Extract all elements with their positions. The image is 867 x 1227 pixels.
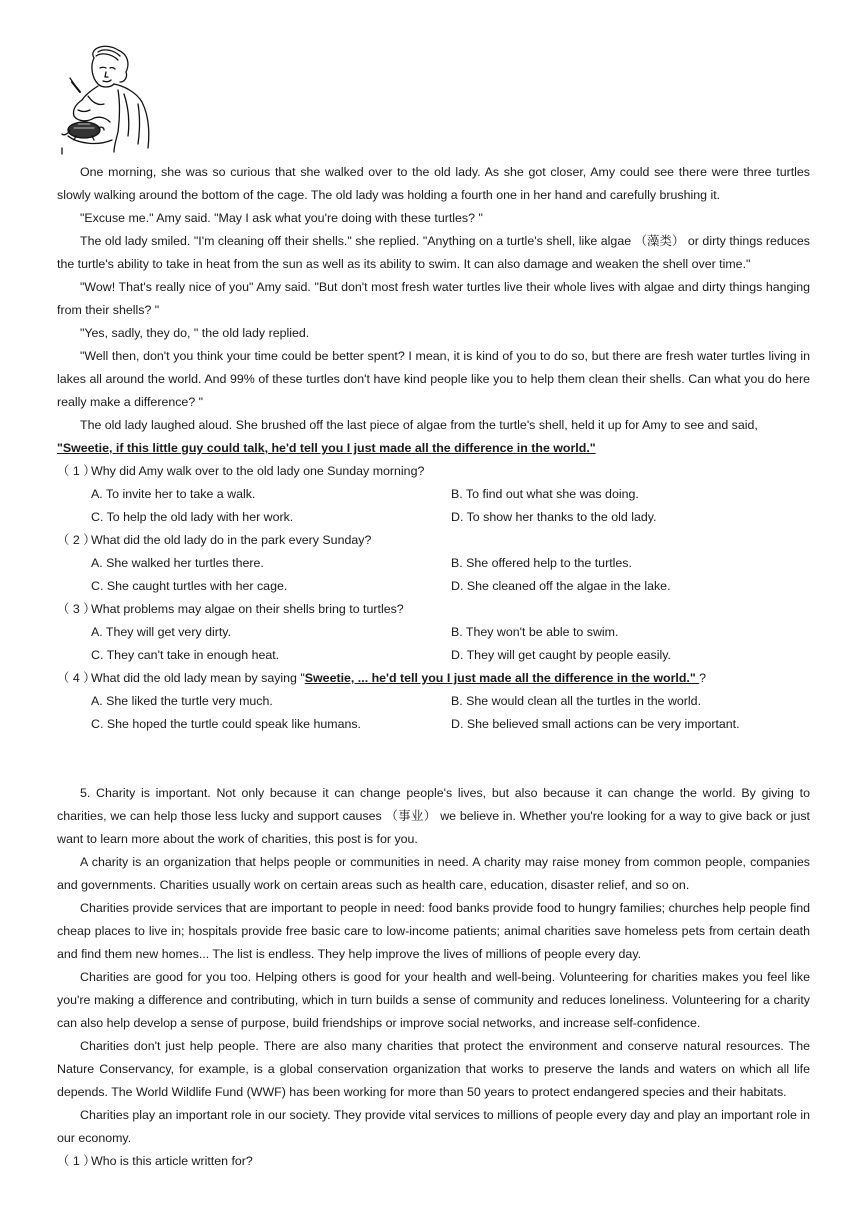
question-3 [57, 598, 810, 621]
passage-b-paragraph: A charity is an organization that helps people or communities in need. A charity may raise money from common people, companies and governments. Charities usually work on certain areas such as health care, education, disaster relief, and so on. [57, 855, 810, 892]
question-number: （ 3 ） [57, 602, 96, 616]
question-stem: What problems may algae on their shells bring to turtles? [91, 602, 404, 616]
option-d[interactable]: D. They will get caught by people easily. [451, 648, 671, 662]
stem-text: What did the old lady mean by saying " [91, 671, 305, 685]
question-number: （ 2 ） [57, 533, 96, 547]
section-gap [57, 736, 810, 782]
option-c[interactable]: C. To help the old lady with her work. [91, 510, 294, 524]
option-a[interactable]: A. She walked her turtles there. [91, 556, 264, 570]
option-d[interactable]: D. She cleaned off the algae in the lake. [451, 579, 671, 593]
passage-b-paragraph: Charities are good for you too. Helping others is good for your health and well-being. Volunteering for charities makes you feel like you're making a difference and contributing, which in turn builds a sense of community and reduces loneliness. Volunteering for a charity can also help develop a sense of purpose, build friendships or improve social networks, and increase self-confidence. [57, 970, 810, 1030]
option-b[interactable]: B. They won't be able to swim. [451, 625, 619, 639]
old-lady-turtle-illustration [58, 44, 154, 156]
question-4 [57, 667, 810, 690]
passage-b-paragraph: Charities don't just help people. There are also many charities that protect the environment and conserve natural resources. The Nature Conservancy, for example, is a global conservation organization that works to preserve the lands and waters on which all life depends. The World Wildlife Fund (WWF) has been working for more than 50 years to protect endangered species and their habitats. [57, 1039, 810, 1099]
passage-b-paragraph: Charities provide services that are important to people in need: food banks provide food to hungry families; churches help people find cheap places to live in; hospitals provide free basic care to low-income patients; animal charities save homeless pets from certain death and find them new homes... The list is endless. They help improve the lives of millions of people every day. [57, 901, 810, 961]
question-stem: What did the old lady do in the park every Sunday? [91, 533, 372, 547]
question-1-options [57, 483, 810, 529]
question-stem: Why did Amy walk over to the old lady one Sunday morning? [91, 464, 425, 478]
option-a[interactable]: A. They will get very dirty. [91, 625, 232, 639]
option-d[interactable]: D. She believed small actions can be very important. [451, 717, 740, 731]
question-4-options [57, 690, 810, 736]
question-number: （ 1 ） [57, 464, 96, 478]
worksheet-page [57, 161, 810, 1173]
question-1 [57, 460, 810, 483]
passage-a-paragraph: "Excuse me." Amy said. "May I ask what you're doing with these turtles? " [80, 211, 483, 225]
passage-a-paragraph: The old lady smiled. "I'm cleaning off their shells." she replied. "Anything on a turtle's shell, like algae （藻类） or dirty things reduces the turtle's ability to take in heat from the sun as well as its ability to swim. It can also damage and weaken the shell over time." [57, 234, 810, 271]
question-2-options [57, 552, 810, 598]
question-number: （ 1 ） [57, 1154, 96, 1168]
question-3-options [57, 621, 810, 667]
passage-a-paragraph: The old lady laughed aloud. She brushed off the last piece of algae from the turtle's shell, held it up for Amy to see and said, [80, 418, 758, 432]
question-number: （ 4 ） [57, 671, 96, 685]
question-stem: Who is this article written for? [91, 1154, 253, 1168]
option-d[interactable]: D. To show her thanks to the old lady. [451, 510, 657, 524]
stem-text-end: ? [699, 671, 707, 685]
option-b[interactable]: B. She offered help to the turtles. [451, 556, 632, 570]
passage-b-paragraph: Charities play an important role in our society. They provide vital services to millions of people every day and play an important role in our economy. [57, 1108, 810, 1145]
passage-a-paragraph: "Wow! That's really nice of you" Amy said. "But don't most fresh water turtles live their whole lives with algae and dirty things hanging from their shells? " [57, 280, 810, 317]
question-stem [91, 667, 706, 690]
passage-b-paragraph: 5. Charity is important. Not only because it can change people's lives, but also because it can change the world. By giving to charities, we can help those less lucky and support causes （事业） we believe in. Whether you're looking for a way to give back or just want to learn more about the work of charities, this post is for you. [57, 786, 810, 846]
option-c[interactable]: C. She hoped the turtle could speak like humans. [91, 717, 362, 731]
option-a[interactable]: A. To invite her to take a walk. [91, 487, 256, 501]
stem-quote: Sweetie, ... he'd tell you I just made all the difference in the world." [304, 671, 700, 685]
option-b[interactable]: B. To find out what she was doing. [451, 487, 639, 501]
option-c[interactable]: C. She caught turtles with her cage. [91, 579, 288, 593]
option-a[interactable]: A. She liked the turtle very much. [91, 694, 273, 708]
passage-a-paragraph: "Yes, sadly, they do, " the old lady replied. [80, 326, 310, 340]
option-b[interactable]: B. She would clean all the turtles in the world. [451, 694, 702, 708]
question-b-1 [57, 1150, 810, 1173]
passage-a-paragraph: One morning, she was so curious that she walked over to the old lady. As she got closer, Amy could see there were three turtles slowly walking around the bottom of the cage. The old lady was holding a fourth one in her hand and carefully brushing it. [57, 165, 810, 202]
passage-a-final-quote: "Sweetie, if this little guy could talk, he'd tell you I just made all the difference in the world." [57, 441, 596, 455]
option-c[interactable]: C. They can't take in enough heat. [91, 648, 280, 662]
passage-a-paragraph: "Well then, don't you think your time could be better spent? I mean, it is kind of you to do so, but there are fresh water turtles living in lakes all around the world. And 99% of these turtles don't have kind people like you to help them clean their shells. Can what you do here really make a difference? " [57, 349, 810, 409]
question-2 [57, 529, 810, 552]
